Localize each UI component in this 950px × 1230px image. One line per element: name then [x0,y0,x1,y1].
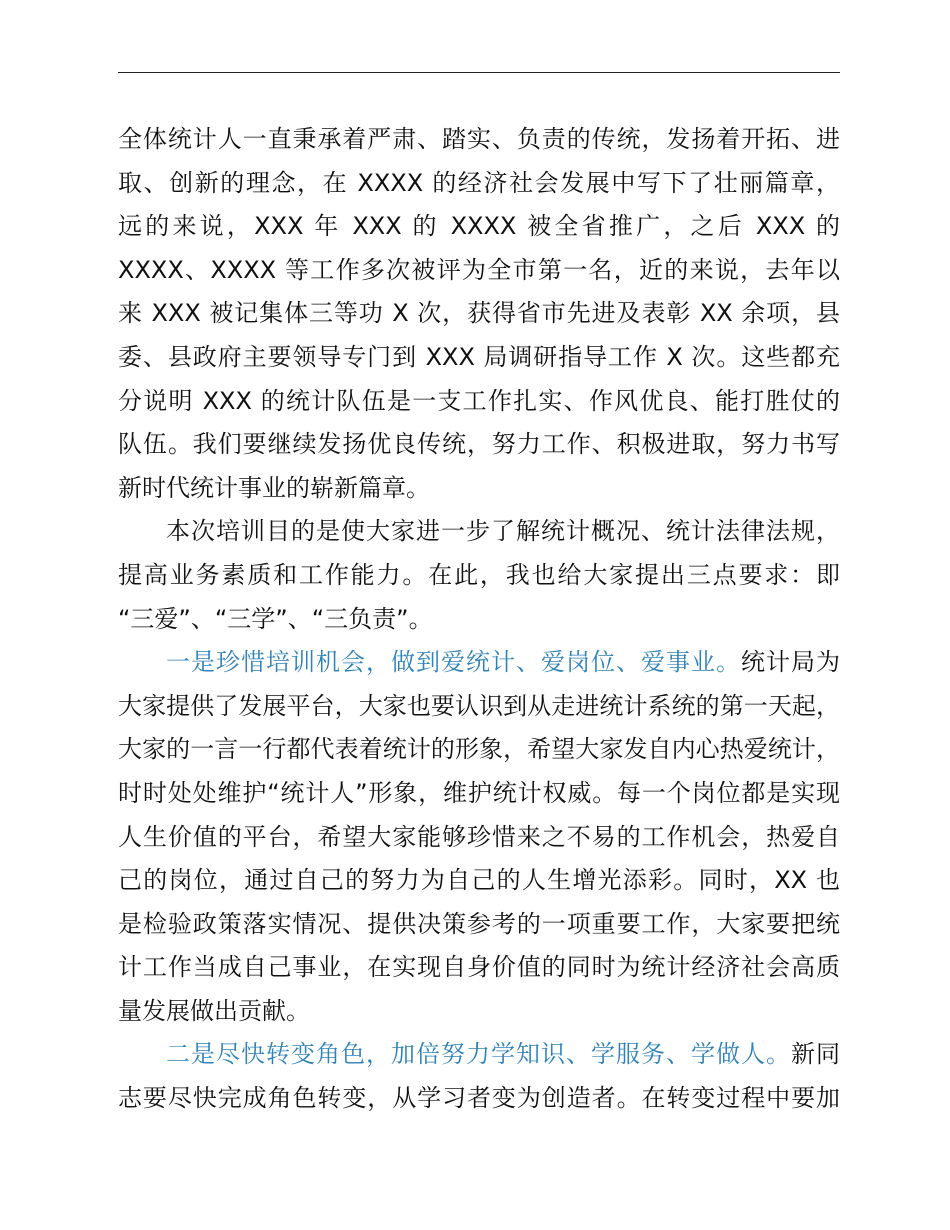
text-line: “三爱”、“三学”、“三负责”。 [118,604,433,633]
text-line: 分说明 XXX 的统计队伍是一支工作扎实、作风优良、能打胜仗的 [118,386,840,415]
header-rule [118,72,840,73]
text-line: 时时处处维护“统计人”形象，维护统计权威。每一个岗位都是实现 [118,778,840,807]
text-line: XXXX、XXXX 等工作多次被评为全市第一名，近的来说，去年以 [118,255,840,284]
text-line: 新时代统计事业的崭新篇章。 [118,473,430,502]
text-line: 志要尽快完成角色转变，从学习者变为创造者。在转变过程中要加 [118,1084,840,1113]
text-line: 大家的一言一行都代表着统计的形象，希望大家发自内心热爱统计， [118,735,840,764]
text-line: 委、县政府主要领导专门到 XXX 局调研指导工作 X 次。这些都充 [118,342,840,371]
text-line: 计工作当成自己事业，在实现自身价值的同时为统计经济社会高质 [118,953,840,982]
text-run: 新同 [791,1040,840,1069]
text-line: 队伍。我们要继续发扬优良传统，努力工作、积极进取，努力书写 [118,430,840,459]
text-line: 本次培训目的是使大家进一步了解统计概况、统计法律法规， [166,517,840,546]
section-heading-2: 二是尽快转变角色，加倍努力学知识、学服务、学做人。 [166,1040,791,1069]
document-body [118,118,848,1121]
text-line: 人生价值的平台，希望大家能够珍惜来之不易的工作机会，热爱自 [118,822,840,851]
text-line: 取、创新的理念，在 XXXX 的经济社会发展中写下了壮丽篇章， [118,168,840,197]
text-line: 全体统计人一直秉承着严肃、踏实、负责的传统，发扬着开拓、进 [118,125,840,153]
text-line: 己的岗位，通过自己的努力为自己的人生增光添彩。同时，XX 也 [118,866,840,895]
text-line [118,641,840,685]
section-heading-1: 一是珍惜培训机会，做到爱统计、爱岗位、爱事业。 [166,648,741,677]
text-line: 大家提供了发展平台，大家也要认识到从走进统计系统的第一天起， [118,691,840,720]
text-line: 量发展做出贡献。 [118,996,310,1025]
text-line: 是检验政策落实情况、提供决策参考的一项重要工作，大家要把统 [118,909,840,938]
text-line: 来 XXX 被记集体三等功 X 次，获得省市先进及表彰 XX 余项，县 [118,299,840,328]
text-run: 统计局为 [741,648,840,677]
text-line: 远的来说，XXX 年 XXX 的 XXXX 被全省推广，之后 XXX 的 [118,212,840,241]
text-line: 提高业务素质和工作能力。在此，我也给大家提出三点要求：即 [118,560,840,589]
text-line [118,1033,840,1077]
